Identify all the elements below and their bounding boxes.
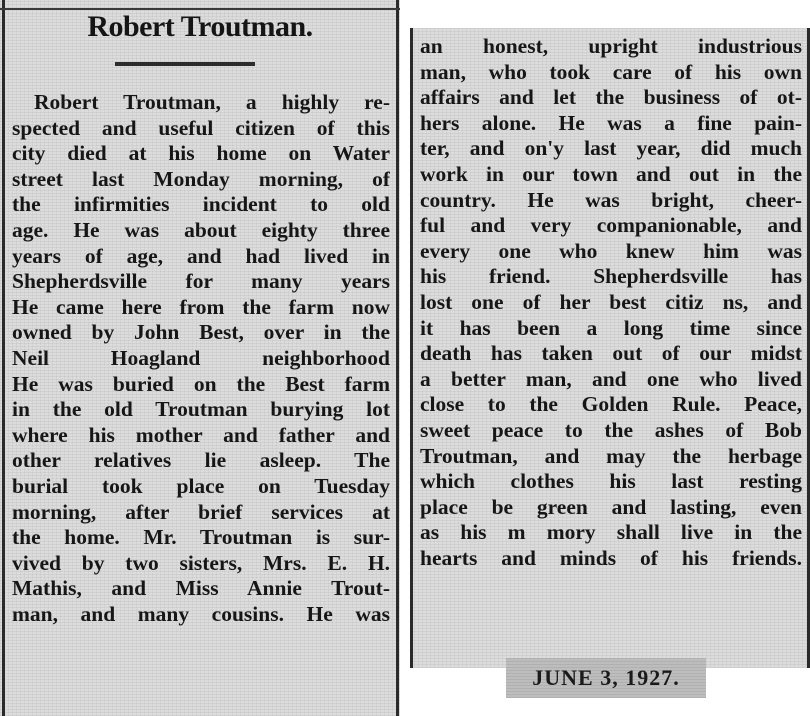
text-line: years of age, and had lived in <box>12 243 390 268</box>
text-line: country. He was bright, cheer- <box>420 187 802 212</box>
left-column-border-right <box>396 0 399 716</box>
text-line: He was buried on the Best farm <box>12 371 390 396</box>
text-line: age. He was about eighty three <box>12 217 390 242</box>
text-line: morning, after brief services at <box>12 499 390 524</box>
date-stamp: JUNE 3, 1927. <box>506 658 706 698</box>
text-line: every one who knew him was <box>420 238 802 263</box>
text-line: where his mother and father and <box>12 422 390 447</box>
right-column-clipping <box>410 28 810 668</box>
text-line: Shepherdsville for many years <box>12 269 390 294</box>
text-line: man, who took care of his own <box>420 59 802 84</box>
text-line: Robert Troutman, a highly re- <box>34 90 390 114</box>
text-line: burial took place on Tuesday <box>12 473 390 498</box>
article-title: Robert Troutman. <box>87 10 313 43</box>
text-line: spected and useful citizen of this <box>12 115 390 140</box>
text-line: hers alone. He was a fine pain- <box>420 110 802 135</box>
text-line: Mathis, and Miss Annie Trout- <box>12 576 390 601</box>
text-line: death has taken out of our midst <box>420 341 802 366</box>
left-column-clipping <box>0 0 400 716</box>
text-line: as his m mory shall live in the <box>420 520 802 545</box>
text-line: Neil Hoagland neighborhood <box>12 345 390 370</box>
right-column-border-left <box>410 28 413 668</box>
text-line: it has been a long time since <box>420 315 802 340</box>
text-line: place be green and lasting, even <box>420 494 802 519</box>
text-line: man, and many cousins. He was <box>12 601 390 626</box>
text-line: a better man, and one who lived <box>420 366 802 391</box>
text-line: sweet peace to the ashes of Bob <box>420 417 802 442</box>
text-line: which clothes his last resting <box>420 469 802 494</box>
text-line: an honest, upright industrious <box>420 34 802 58</box>
text-line: other relatives lie asleep. The <box>12 448 390 473</box>
text-line: owned by John Best, over in the <box>12 320 390 345</box>
text-line: lost one of her best citiz ns, and <box>420 289 802 314</box>
text-line: the infirmities incident to old <box>12 192 390 217</box>
text-line: hearts and minds of his friends. <box>420 545 802 570</box>
right-column-text <box>420 34 802 571</box>
text-line: work in our town and out in the <box>420 161 802 186</box>
text-line: in the old Troutman burying lot <box>12 397 390 422</box>
text-line: city died at his home on Water <box>12 141 390 166</box>
text-line: ter, and on'y last year, did much <box>420 136 802 161</box>
text-line: affairs and let the business of ot- <box>420 85 802 110</box>
text-line: ful and very companionable, and <box>420 213 802 238</box>
text-line: street last Monday morning, of <box>12 166 390 191</box>
text-line: his friend. Shepherdsville has <box>420 264 802 289</box>
text-line: close to the Golden Rule. Peace, <box>420 392 802 417</box>
text-line: He came here from the farm now <box>12 294 390 319</box>
left-column-border-left <box>2 0 5 716</box>
left-column-text <box>12 90 390 627</box>
text-line: the home. Mr. Troutman is sur- <box>12 525 390 550</box>
text-line: vived by two sisters, Mrs. E. H. <box>12 550 390 575</box>
text-line: Troutman, and may the herbage <box>420 443 802 468</box>
title-underline-rule <box>115 62 255 66</box>
